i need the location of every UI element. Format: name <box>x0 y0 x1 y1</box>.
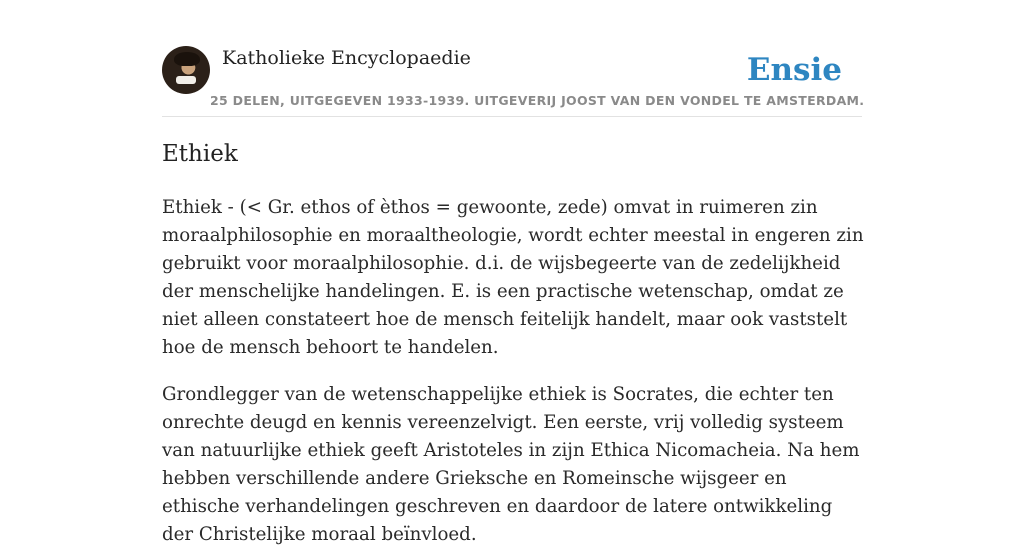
article-paragraph: Ethiek - (< Gr. ethos of èthos = gewoonte, zede) omvat in ruimeren zin moraalphilosophie en moraaltheologie, wordt echter meestal in engeren zin gebruikt voor moraalphilosophie. d.i. de wijsbegeerte van de zedelijkheid der menschelijke handelingen. E. is een practische wetenschap, omdat ze niet alleen constateert hoe de mensch feitelijk handelt, maar ook vaststelt hoe de mensch behoort te handelen. <box>162 197 864 358</box>
article <box>162 138 867 549</box>
article-paragraph: Grondlegger van de wetenschappelijke ethiek is Socrates, die echter ten onrechte deugd en kennis vereenzelvigt. Een eerste, vrij volledig systeem van natuurlijke ethiek geeft Aristoteles in zijn Ethica Nicomacheia. Na hem hebben verschillende andere Grieksche en Romeinsche wijsgeer en ethische verhandelingen geschreven en daardoor de latere ontwikkeling der Christelijke moraal beïnvloed. <box>162 384 860 545</box>
source-title[interactable]: Katholieke Encyclopaedie <box>222 47 471 69</box>
avatar-hair-shape <box>174 52 200 66</box>
article-title: Ethiek <box>162 141 238 167</box>
avatar-collar-shape <box>176 76 196 84</box>
source-header <box>162 46 865 117</box>
brand-logo[interactable]: Ensie <box>746 52 842 88</box>
source-subtitle: 25 DELEN, UITGEGEVEN 1933-1939. UITGEVERIJ JOOST VAN DEN VONDEL TE AMSTERDAM. <box>210 93 865 108</box>
source-avatar[interactable] <box>162 46 210 94</box>
